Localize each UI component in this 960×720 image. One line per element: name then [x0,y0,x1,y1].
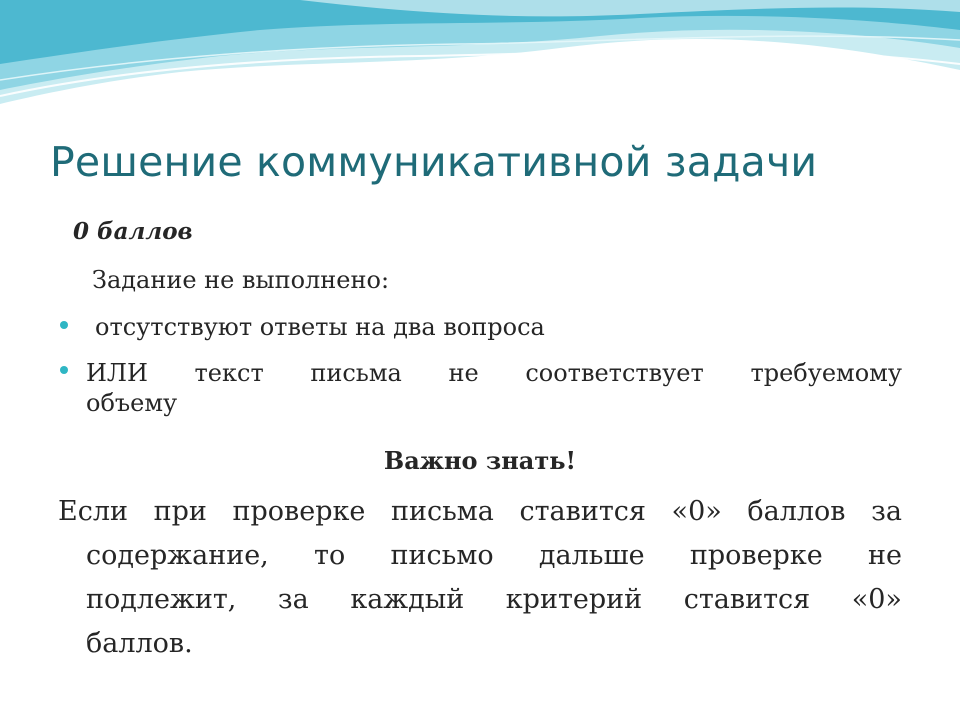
word: подлежит, [86,584,237,615]
word: «0» [851,584,902,615]
word: за [871,496,902,527]
bullet-text: отсутствуют ответы на два вопроса [95,313,545,341]
important-heading: Важно знать! [383,446,577,475]
word: ставится [519,496,646,527]
slide-title: Решение коммуникативной задачи [50,138,818,186]
word: дальше [538,540,645,571]
word: ставится [683,584,811,615]
word: текст [194,359,264,387]
bullet-text-line [86,358,902,388]
note-line [58,490,902,534]
task-status-text: Задание не выполнено: [92,266,390,294]
score-label: 0 баллов [73,218,193,245]
word: баллов. [86,628,193,659]
word: письма [390,496,494,527]
word: соответствует [525,359,704,387]
bullet-text-line: объему [86,389,178,417]
bullet-item [60,358,902,418]
word: проверке [689,540,823,571]
note-line [58,622,902,666]
note-line [58,534,902,578]
word: содержание, [86,540,269,571]
word: ИЛИ [86,359,148,387]
word: Если [58,496,128,527]
word: письма [310,359,402,387]
word: «0» [671,496,722,527]
word: при [153,496,207,527]
word: каждый [350,584,465,615]
word: проверке [232,496,366,527]
bullet-text [86,358,902,418]
word: не [867,540,902,571]
header-wave-decoration [0,0,960,120]
word: не [448,359,479,387]
bullet-item [60,312,902,342]
bullet-dot-icon [60,366,68,374]
word: за [277,584,309,615]
note-paragraph [58,490,902,666]
word: требуемому [750,359,902,387]
word: баллов [747,496,846,527]
word: то [314,540,346,571]
word: критерий [505,584,643,615]
note-line [58,578,902,622]
bullet-dot-icon [60,321,68,329]
word: письмо [390,540,494,571]
